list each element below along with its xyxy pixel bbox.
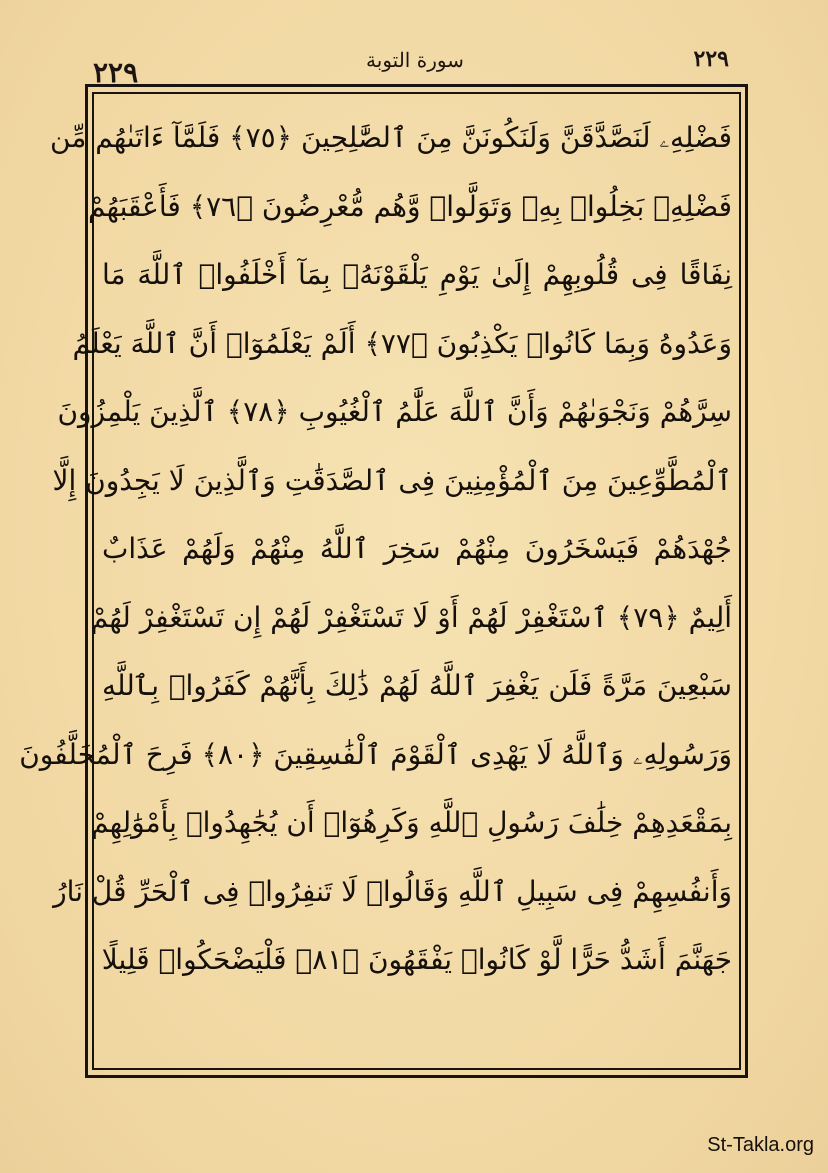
text-line: ٱلْمُطَّوِّعِينَ مِنَ ٱلْمُؤْمِنِينَ فِى ٱلصَّدَقَٰتِ وَٱلَّذِينَ لَا يَجِدُونَ إِلَّا [52,463,732,497]
text-line: جَهَنَّمَ أَشَدُّ حَرًّا لَّوْ كَانُوا۟ يَفْقَهُونَ ﴿٨١﴾ فَلْيَضْحَكُوا۟ قَلِيلًا [101,943,732,976]
text-line: سَبْعِينَ مَرَّةً فَلَن يَغْفِرَ ٱللَّهُ لَهُمْ ذَٰلِكَ بِأَنَّهُمْ كَفَرُوا۟ بِٱللَّهِ [102,669,732,702]
page-number-right: ٢٢٩ [693,46,729,72]
text-line: وَعَدُوهُ وَبِمَا كَانُوا۟ يَكْذِبُونَ ﴿٧٧﴾ أَلَمْ يَعْلَمُوٓا۟ أَنَّ ٱللَّهَ يَعْلَمُ [72,326,732,360]
text-line: بِمَقْعَدِهِمْ خِلَٰفَ رَسُولِ ٱللَّهِ وَكَرِهُوٓا۟ أَن يُجَٰهِدُوا۟ بِأَمْوَٰلِهِمْ [91,806,732,839]
page-number-left: ٢٢٩ [93,56,139,89]
text-line: سِرَّهُمْ وَنَجْوَىٰهُمْ وَأَنَّ ٱللَّهَ عَلَّٰمُ ٱلْغُيُوبِ ﴿٧٨﴾ ٱلَّذِينَ يَلْمِزُونَ [57,395,732,428]
text-line: وَرَسُولِهِۦ وَٱللَّهُ لَا يَهْدِى ٱلْقَوْمَ ٱلْفَٰسِقِينَ ﴿٨٠﴾ فَرِحَ ٱلْمُخَلَّفُونَ [19,737,732,771]
surah-title: سورة التوبة [366,48,464,72]
text-line: فَضْلِهِۦ بَخِلُوا۟ بِهِۦ وَتَوَلَّوا۟ وَّهُم مُّعْرِضُونَ ﴿٧٦﴾ فَأَعْقَبَهُمْ [88,189,732,223]
text-line: فَضْلِهِۦ لَنَصَّدَّقَنَّ وَلَنَكُونَنَّ مِنَ ٱلصَّٰلِحِينَ ﴿٧٥﴾ فَلَمَّآ ءَاتَىٰهُم مِّن [50,121,732,154]
text-line: وَأَنفُسِهِمْ فِى سَبِيلِ ٱللَّهِ وَقَالُوا۟ لَا تَنفِرُوا۟ فِى ٱلْحَرِّ قُلْ نَارُ [53,874,732,908]
text-line: أَلِيمٌ ﴿٧٩﴾ ٱسْتَغْفِرْ لَهُمْ أَوْ لَا تَسْتَغْفِرْ لَهُمْ إِن تَسْتَغْفِرْ لَهُمْ [90,600,732,634]
verse-text-block [19,104,732,1064]
text-line: جُهْدَهُمْ فَيَسْخَرُونَ مِنْهُمْ سَخِرَ ٱللَّهُ مِنْهُمْ وَلَهُمْ عَذَابٌ [102,532,732,565]
text-line: نِفَاقًا فِى قُلُوبِهِمْ إِلَىٰ يَوْمِ يَلْقَوْنَهُۥ بِمَآ أَخْلَفُوا۟ ٱللَّهَ مَا [102,258,732,291]
page-header [85,40,745,89]
site-watermark: St-Takla.org [707,1134,814,1156]
